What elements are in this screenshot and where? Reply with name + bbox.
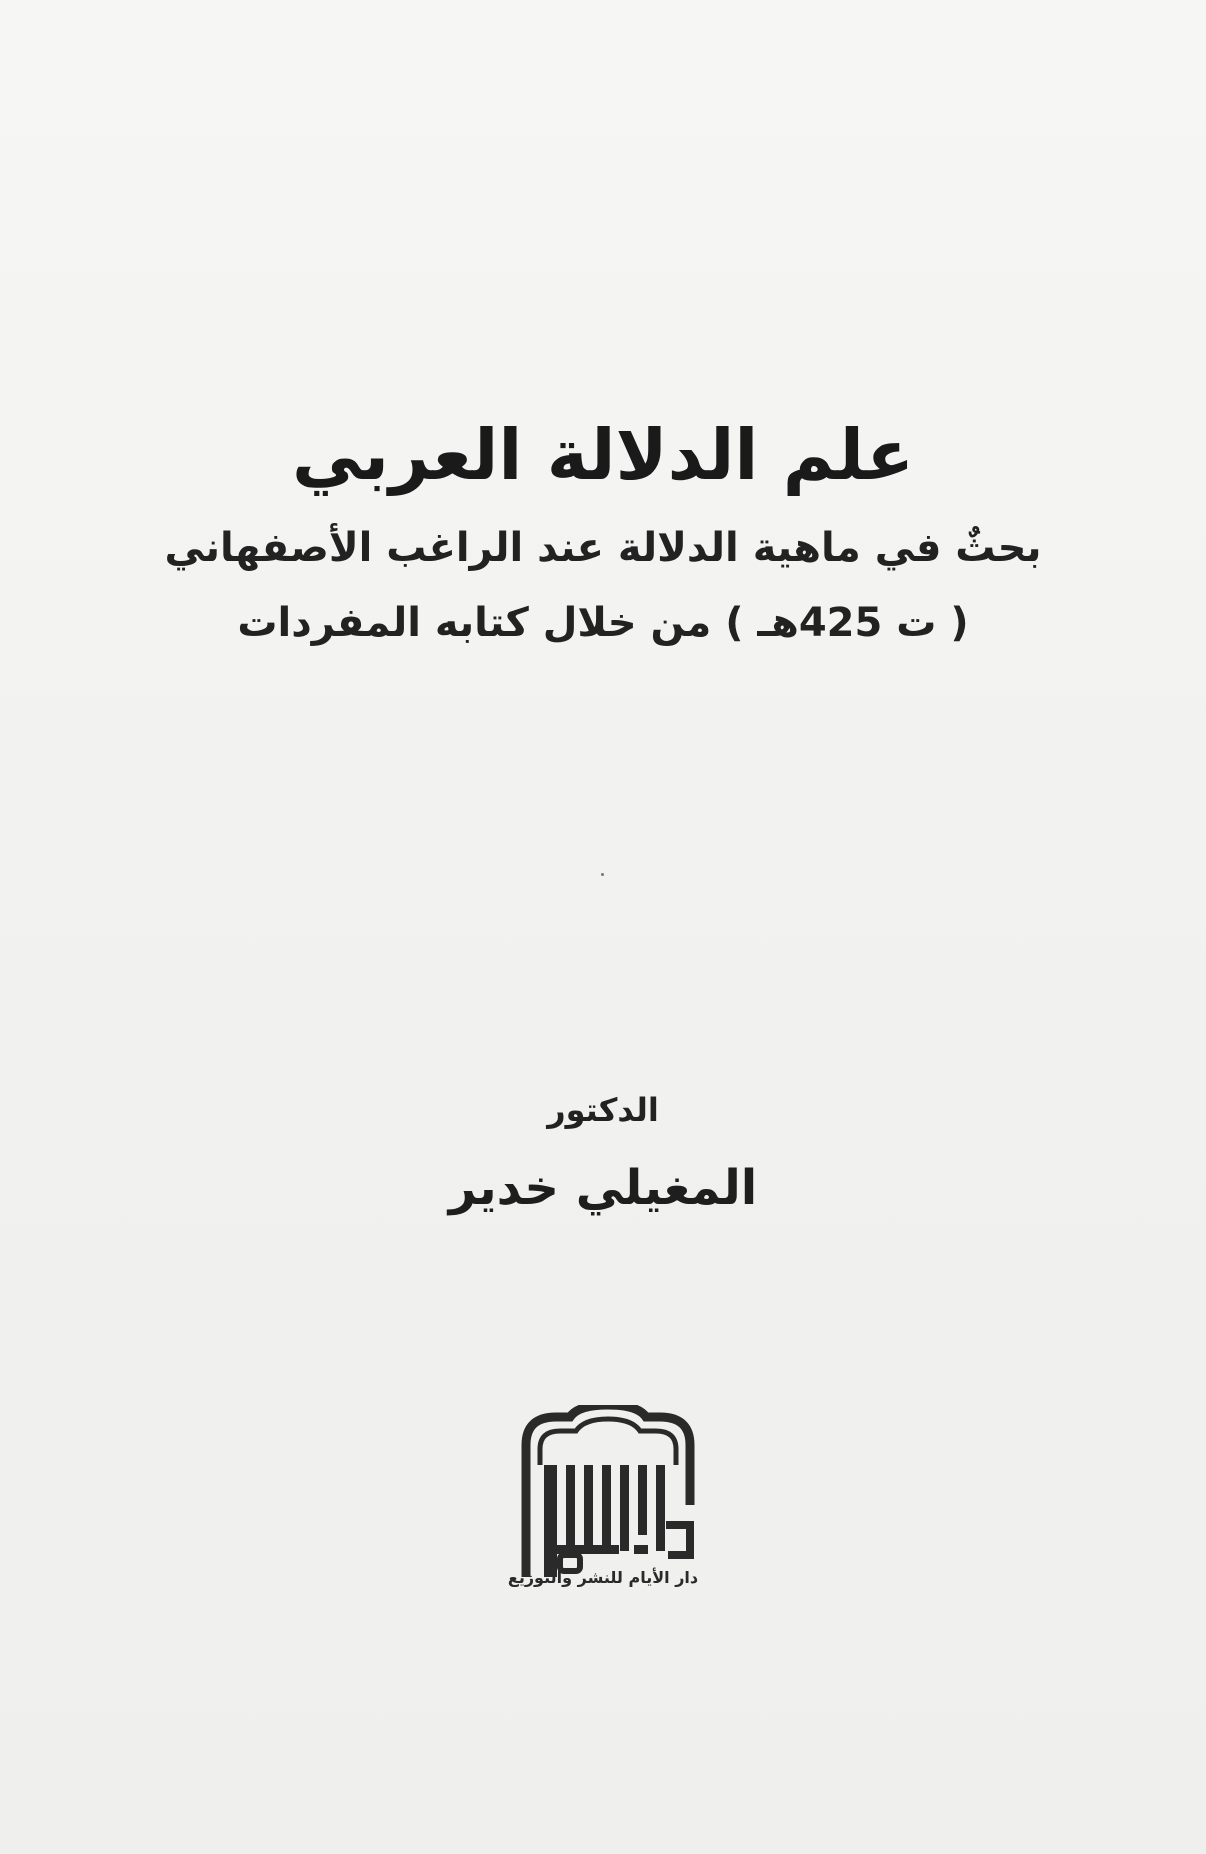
author-name: المغيلي خدير: [448, 1160, 758, 1216]
book-title: علم الدلالة العربي: [291, 414, 915, 496]
book-subtitle-line-1: بحثٌ في ماهية الدلالة عند الراغب الأصفهاني: [164, 525, 1042, 571]
title-block: [0, 410, 1206, 658]
paper-speck: [601, 873, 604, 876]
dar-al-ayyam-logo-icon: [508, 1405, 708, 1585]
book-subtitle-line-2: ( ت 425هـ ) من خلال كتابه المفردات: [237, 600, 969, 646]
publisher-name: دار الأيام للنشر والتوزيع: [507, 1568, 699, 1587]
author-title: الدكتور: [547, 1091, 659, 1129]
author-block: [0, 1080, 1206, 1228]
